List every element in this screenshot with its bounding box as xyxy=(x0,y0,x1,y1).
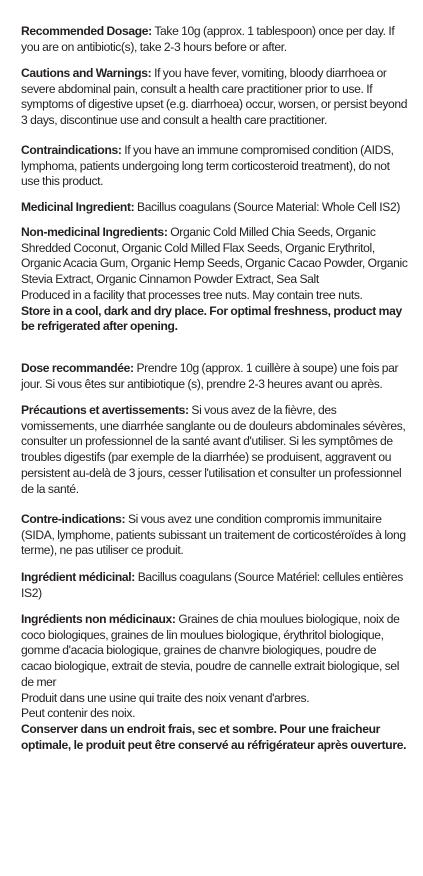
contraindications-en-heading: Contraindications: xyxy=(21,143,122,157)
contraindications-fr-text: Si vous avez une condition compromis immunitaire (SIDA, lymphome, patients subissant un traitement de corticostéroïdes à long terme), ne pas utiliser ce produit. xyxy=(21,512,406,558)
medicinal-fr xyxy=(21,570,409,601)
may-contain-fr: Peut contenir des noix. xyxy=(21,706,136,721)
dosage-fr-heading: Dose recommandée: xyxy=(21,361,134,375)
dosage-en-text: Take 10g (approx. 1 tablespoon) once per day. If you are on antibiotic(s), take 2-3 hours before or after. xyxy=(21,24,395,54)
cautions-fr-text: Si vous avez de la fièvre, des vomissements, une diarrhée sanglante ou de douleurs abdominales sévères, consulter un professionnel de la santé avant d'utiliser. Si les symptômes de troubles digestifs (par exemple de la diarrhée) se produisent, aggravent ou persistent au-delà de 3 jours, cesser l'utilisation et consulter un professionnel de la santé. xyxy=(21,403,406,496)
non-medicinal-en-heading: Non-medicinal Ingredients: xyxy=(21,225,168,239)
dosage-en xyxy=(21,24,409,55)
cautions-en xyxy=(21,66,409,129)
dosage-en-heading: Recommended Dosage: xyxy=(21,24,152,38)
contraindications-en-text: If you have an immune compromised condition (AIDS, lymphoma, patients undergoing long term corticosteroid treatment), do not use this product. xyxy=(21,143,394,189)
dosage-fr-text: Prendre 10g (approx. 1 cuillère à soupe) une fois par jour. Si vous êtes sur antibiotique (s), prendre 2-3 heures avant ou après. xyxy=(21,361,399,391)
cautions-fr-heading: Précautions et avertissements: xyxy=(21,403,189,417)
contraindications-en xyxy=(21,143,409,190)
non-medicinal-en xyxy=(21,225,409,335)
medicinal-en xyxy=(21,200,409,216)
medicinal-fr-text: Bacillus coagulans (Source Matériel: cellules entières IS2) xyxy=(21,570,403,600)
contraindications-fr-heading: Contre-indications: xyxy=(21,512,126,526)
non-medicinal-fr-text: Graines de chia moulues biologique, noix de coco biologiques, graines de lin moulues biologique, érythritol biologique, gomme d'acacia biologique, graines de chanvre biologiques, poudre de cacao biologique, extrait de stevia, poudre de cannelle extrait biologique, sel de mer xyxy=(21,612,400,689)
cautions-en-heading: Cautions and Warnings: xyxy=(21,66,152,80)
non-medicinal-fr-heading: Ingrédients non médicinaux: xyxy=(21,612,176,626)
storage-fr: Conserver dans un endroit frais, sec et sombre. Pour une fraicheur optimale, le produit peut être conservé au réfrigérateur après ouverture. xyxy=(21,721,407,752)
contraindications-fr xyxy=(21,512,409,559)
medicinal-en-heading: Medicinal Ingredient: xyxy=(21,200,135,214)
facility-en: Produced in a facility that processes tree nuts. May contain tree nuts. xyxy=(21,287,363,302)
medicinal-en-text: Bacillus coagulans (Source Material: Whole Cell IS2) xyxy=(137,200,401,214)
non-medicinal-fr xyxy=(21,612,409,753)
storage-en: Store in a cool, dark and dry place. For optimal freshness, product may be refrigerated after opening. xyxy=(21,303,402,334)
cautions-fr xyxy=(21,403,409,497)
medicinal-fr-heading: Ingrédient médicinal: xyxy=(21,570,135,584)
dosage-fr xyxy=(21,361,409,392)
non-medicinal-en-text: Organic Cold Milled Chia Seeds, Organic Shredded Coconut, Organic Cold Milled Flax Seeds, Organic Erythritol, Organic Acacia Gum, Organic Hemp Seeds, Organic Cacao Powder, Organic Stevia Extract, Organic Cinnamon Powder Extract, Sea Salt xyxy=(21,225,408,287)
facility-fr: Produit dans une usine qui traite des noix venant d'arbres. xyxy=(21,690,310,705)
cautions-en-text: If you have fever, vomiting, bloody diarrhoea or severe abdominal pain, consult a health care practitioner prior to use. If symptoms of digestive upset (e.g. diarrhoea) occur, worsen, or persist beyond 3 days, discontinue use and consult a health care practitioner. xyxy=(21,66,408,128)
